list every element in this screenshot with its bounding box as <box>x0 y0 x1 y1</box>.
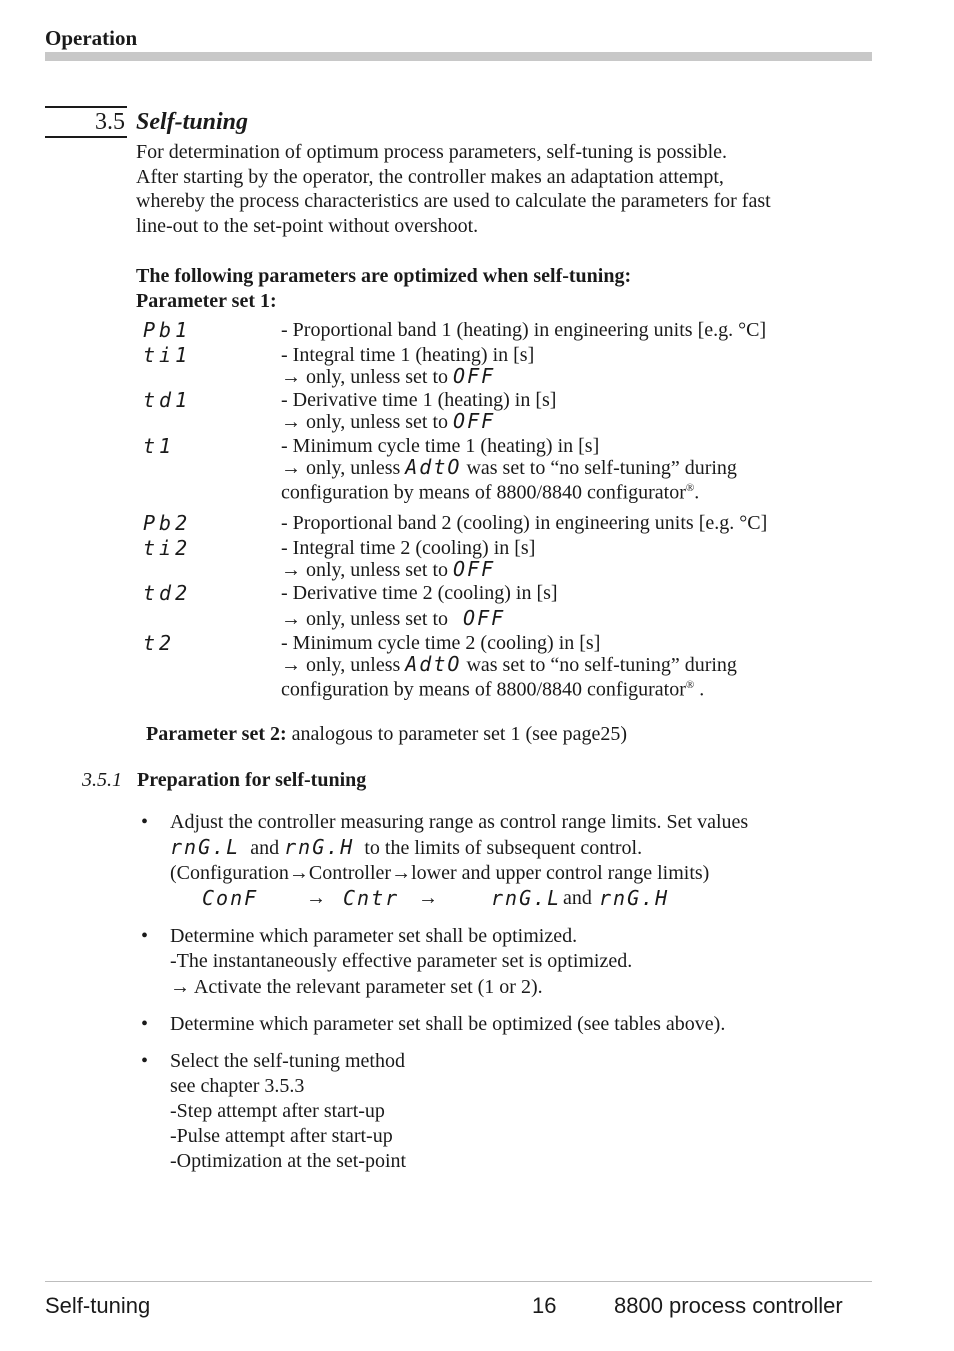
param-code-pb2: Pb2 <box>143 511 192 535</box>
config-end: . <box>694 678 705 701</box>
section-rule-top <box>45 106 127 108</box>
and-word: and <box>250 837 280 859</box>
display-code-adto: AdtO <box>405 454 462 479</box>
optimized-heading: The following parameters are optimized when self-tuning: <box>136 265 632 287</box>
intro-paragraph <box>136 140 771 238</box>
bullet-mark: • <box>141 811 149 833</box>
param-desc-td2 <box>281 583 558 629</box>
page-number: 16 <box>532 1293 557 1318</box>
param-code-t1: t1 <box>143 434 176 458</box>
registered-mark: ® <box>685 679 695 691</box>
subsection-title: Preparation for self-tuning <box>137 769 367 791</box>
param-code-td1: td1 <box>143 388 192 412</box>
adapt-line <box>281 454 737 479</box>
display-code-rng-l: rnG.L <box>170 835 241 859</box>
param-desc-ti2 <box>281 538 535 580</box>
display-code-cntr: Cntr <box>343 886 400 910</box>
bullet-mark: • <box>141 925 149 947</box>
intro-line: For determination of optimum process parameters, self-tuning is possible. <box>136 141 727 163</box>
param-desc-t1 <box>281 436 737 503</box>
config-line <box>281 675 737 700</box>
bullet-4-line: -Pulse attempt after start-up <box>170 1125 393 1147</box>
header-bar <box>45 52 872 61</box>
section-rule-bottom <box>45 136 127 138</box>
limits-text: to the limits of subsequent control. <box>364 837 643 859</box>
display-code-off: OFF <box>453 556 496 581</box>
param-desc-ti1 <box>281 345 534 387</box>
param-desc-line: - Proportional band 2 (cooling) in engineering units [e.g. °C] <box>281 512 768 534</box>
adapt-suffix: was set to “no self-tuning” during <box>466 456 737 479</box>
intro-line: After starting by the operator, the controller makes an adaptation attempt, <box>136 165 724 188</box>
param-code-pb1: Pb1 <box>143 318 192 342</box>
display-code-off: OFF <box>453 363 496 388</box>
only-unless-text: → only, unless set to <box>281 410 449 433</box>
bullet-2-line: Determine which parameter set shall be optimized. <box>170 925 578 947</box>
bullet-mark: • <box>141 1013 149 1035</box>
param-desc-line: - Integral time 1 (heating) in [s] <box>281 344 535 366</box>
and-word: and <box>563 887 592 909</box>
arrow: → <box>418 887 438 909</box>
bullet-1-line: Adjust the controller measuring range as control range limits. Set values <box>170 811 749 833</box>
section-number: 3.5 <box>95 109 125 135</box>
display-code-off: OFF <box>463 605 506 630</box>
only-unless-text: → only, unless set to <box>281 558 449 581</box>
arrow: → <box>306 887 326 909</box>
bullet-4-line: Select the self-tuning method <box>170 1050 405 1072</box>
bullet-4-line: -Optimization at the set-point <box>170 1150 407 1172</box>
param-desc-line: - Derivative time 2 (cooling) in [s] <box>281 582 558 604</box>
param-desc-line: - Proportional band 1 (heating) in engineering units [e.g. °C] <box>281 319 767 341</box>
param-desc-td1 <box>281 390 556 432</box>
bullet-1-codes-line <box>170 835 748 861</box>
adapt-line <box>281 651 737 676</box>
parameter-set-1-heading: Parameter set 1: <box>136 290 277 312</box>
configuration-path-text: (Configuration→Controller→lower and upper control range limits) <box>170 862 710 884</box>
bullet-mark: • <box>141 1050 149 1072</box>
adapt-prefix: → only, unless <box>281 653 401 676</box>
parameter-set-2-note <box>146 722 627 747</box>
display-code-conf: ConF <box>202 886 259 910</box>
only-unless-text: → only, unless set to <box>281 607 449 630</box>
display-code-rng-h: rnG.H <box>599 886 670 910</box>
param-desc-line: - Derivative time 1 (heating) in [s] <box>281 389 557 411</box>
bullet-3-text: Determine which parameter set shall be optimized (see tables above). <box>170 1013 726 1035</box>
bullet-4-line: -Step attempt after start-up <box>170 1100 385 1122</box>
config-text: configuration by means of 8800/8840 configurator <box>281 678 686 701</box>
param-desc-pb1 <box>281 320 766 341</box>
param-desc-pb2 <box>281 513 767 534</box>
display-code-rng-l: rnG.L <box>491 886 562 910</box>
param-desc-line: - Integral time 2 (cooling) in [s] <box>281 537 536 559</box>
config-text: configuration by means of 8800/8840 configurator <box>281 481 686 504</box>
footer-rule <box>45 1281 872 1282</box>
param-code-t2: t2 <box>143 631 176 655</box>
param-code-td2: td2 <box>143 581 192 605</box>
adapt-suffix: was set to “no self-tuning” during <box>466 653 737 676</box>
param-code-ti1: ti1 <box>143 343 192 367</box>
subsection-number: 3.5.1 <box>82 769 122 791</box>
parameter-set-2-text: analogous to parameter set 1 (see page25) <box>291 723 628 745</box>
display-code-rng-h: rnG.H <box>284 835 355 859</box>
intro-line: line-out to the set-point without overshoot. <box>136 214 479 237</box>
param-desc-line: - Minimum cycle time 2 (cooling) in [s] <box>281 632 601 654</box>
bullet-4-line: see chapter 3.5.3 <box>170 1075 305 1097</box>
footer-right: 8800 process controller <box>614 1293 843 1318</box>
config-line <box>281 478 737 503</box>
display-code-off: OFF <box>453 408 496 433</box>
bullet-1-text <box>170 810 748 886</box>
running-header: Operation <box>45 26 138 50</box>
parameter-set-2-label: Parameter set 2: <box>146 723 287 745</box>
display-code-adto: AdtO <box>405 651 462 676</box>
config-end: . <box>694 481 700 504</box>
only-unless-line <box>281 556 535 581</box>
param-desc-line: - Minimum cycle time 1 (heating) in [s] <box>281 435 600 457</box>
intro-line: whereby the process characteristics are used to calculate the parameters for fast <box>136 190 771 212</box>
bullet-2-line: → Activate the relevant parameter set (1 or 2). <box>170 976 543 998</box>
only-unless-text: → only, unless set to <box>281 365 449 388</box>
bullet-4-text <box>170 1049 406 1174</box>
footer-left: Self-tuning <box>45 1293 151 1318</box>
only-unless-line <box>281 363 534 388</box>
param-desc-t2 <box>281 633 737 700</box>
only-unless-line <box>281 408 556 433</box>
adapt-prefix: → only, unless <box>281 456 401 479</box>
registered-mark: ® <box>685 482 695 494</box>
bullet-2-line: -The instantaneously effective parameter set is optimized. <box>170 950 633 972</box>
section-title: Self-tuning <box>136 109 249 135</box>
param-code-ti2: ti2 <box>143 536 192 560</box>
only-unless-line <box>281 605 558 630</box>
bullet-2-text <box>170 924 632 1000</box>
